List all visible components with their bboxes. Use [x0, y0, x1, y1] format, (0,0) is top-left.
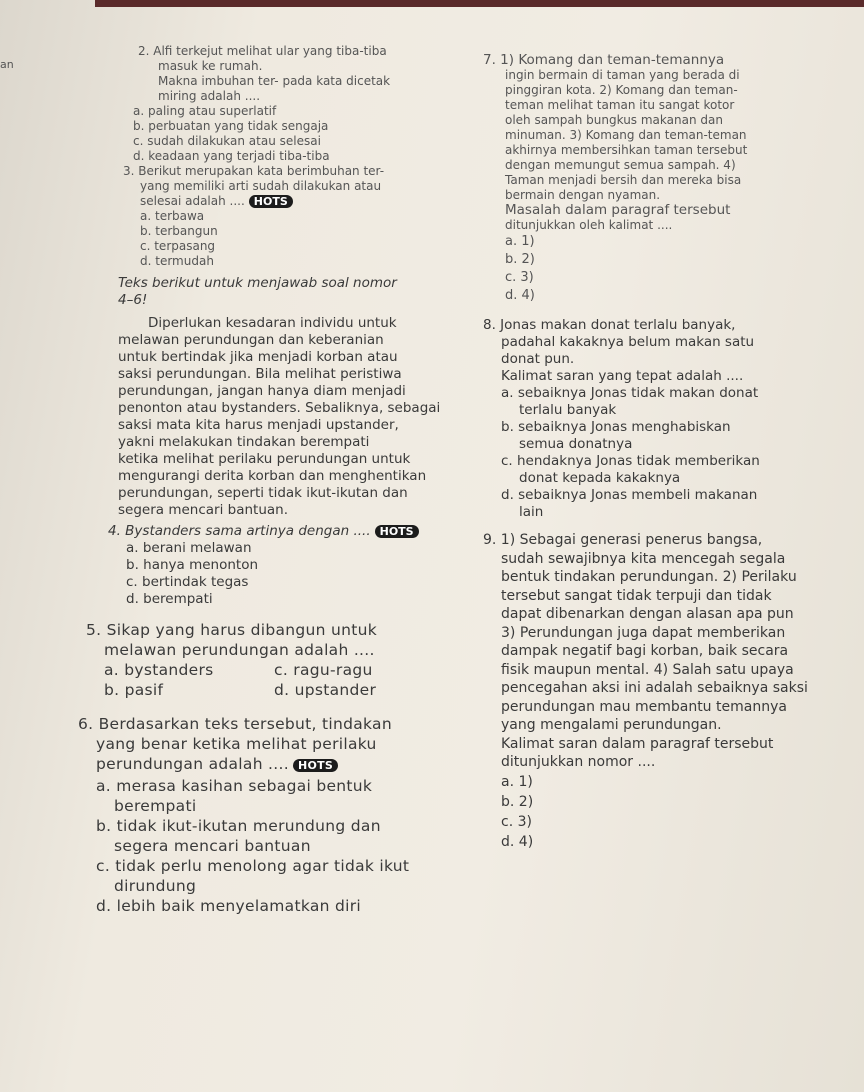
left-column: [78, 44, 453, 916]
question-5: 5. Sikap yang harus dibangun untuk melawan perundungan adalah .... a. bystanders c. ragu-ragu b. pasif d. upstander: [86, 621, 378, 699]
question-9: 9. 1) Sebagai generasi penerus bangsa, sudah sewajibnya kita mencegah segala bentuk tindakan perundungan. 2) Perilaku tersebut sangat tidak terpuji dan tidak dapat dibenarkan dengan alasan apa pun 3) Perundungan juga dapat memberikan dampak negatif bagi korban, baik secara fisik maupun mental. 4) Salah satu upaya pencegahan aksi ini adalah sebaiknya saksi perundungan mau membantu temannya yang mengalami perundungan. Kalimat saran dalam paragraf tersebut ditunjukkan nomor .... a. 1) b. 2) c. 3) d. 4): [483, 532, 808, 850]
question-4: 4. Bystanders sama artinya dengan .... HOTS a. berani melawan b. hanya menonton c. bertindak tegas d. berempati: [78, 523, 453, 608]
question-2: 2. Alfi terkejut melihat ular yang tiba-tiba masuk ke rumah. Makna imbuhan ter- pada kata dicetak miring adalah .... a. paling atau superlatif b. perbuatan yang tidak sengaja c. sudah dilakukan atau selesai d. keadaan yang terjadi tiba-tiba: [133, 44, 391, 163]
question-8: 8. Jonas makan donat terlalu banyak, padahal kakaknya belum makan satu donat pun. Kalimat saran yang tepat adalah .... a. sebaiknya Jonas tidak makan donat terlalu banyak b. sebaiknya Jonas menghabiskan semua donatnya c. hendaknya Jonas tidak memberikan donat kepada kakaknya d. sebaiknya Jonas membeli makanan lain: [483, 317, 760, 520]
question-7: 7. 1) Komang dan teman-temannya ingin bermain di taman yang berada di pinggiran kota. 2) Komang dan teman- teman melihat taman itu sangat kotor oleh sampah bungkus makanan dan minuman. 3) Komang dan teman-teman akhirnya membersihkan taman tersebut dengan memungut semua sampah. 4) Taman menjadi bersih dan mereka bisa bermain dengan nyaman. Masalah dalam paragraf tersebut ditunjukkan oleh kalimat .... a. 1) b. 2) c. 3) d. 4): [483, 52, 748, 303]
hots-badge: HOTS: [249, 195, 293, 208]
question-3: 3. Berikut merupakan kata berimbuhan ter- yang memiliki arti sudah dilakukan atau selesai adalah .... HOTS a. terbawa b. terbangun c. terpasang d. termudah: [123, 164, 385, 268]
passage-text: Diperlukan kesadaran individu untuk melawan perundungan dan keberanian untuk bertindak jika menjadi korban atau saksi perundungan. Bila melihat peristiwa perundungan, jangan hanya diam menjadi penonton atau bystanders. Sebaliknya, sebagai saksi mata kita harus menjadi upstander, yakni melakukan tindakan berempati ketika melihat perilaku perundungan untuk mengurangi derita korban dan menghentikan perundungan, seperti tidak ikut-ikutan dan segera mencari bantuan.: [118, 315, 441, 518]
passage-heading: Teks berikut untuk menjawab soal nomor 4–6!: [118, 275, 397, 308]
hots-badge: HOTS: [375, 525, 419, 538]
right-column: [483, 52, 828, 852]
hots-badge: HOTS: [293, 759, 338, 772]
question-6: 6. Berdasarkan teks tersebut, tindakan yang benar ketika melihat perilaku perundungan adalah .... HOTS a. merasa kasihan sebagai bentuk berempati b. tidak ikut-ikutan merundung dan segera mencari bantuan c. tidak perlu menolong agar tidak ikut dirundung d. lebih baik menyelamatkan diri: [78, 715, 410, 915]
adjacent-page-fragment: an: [0, 58, 14, 71]
page-top-edge: [95, 0, 864, 7]
